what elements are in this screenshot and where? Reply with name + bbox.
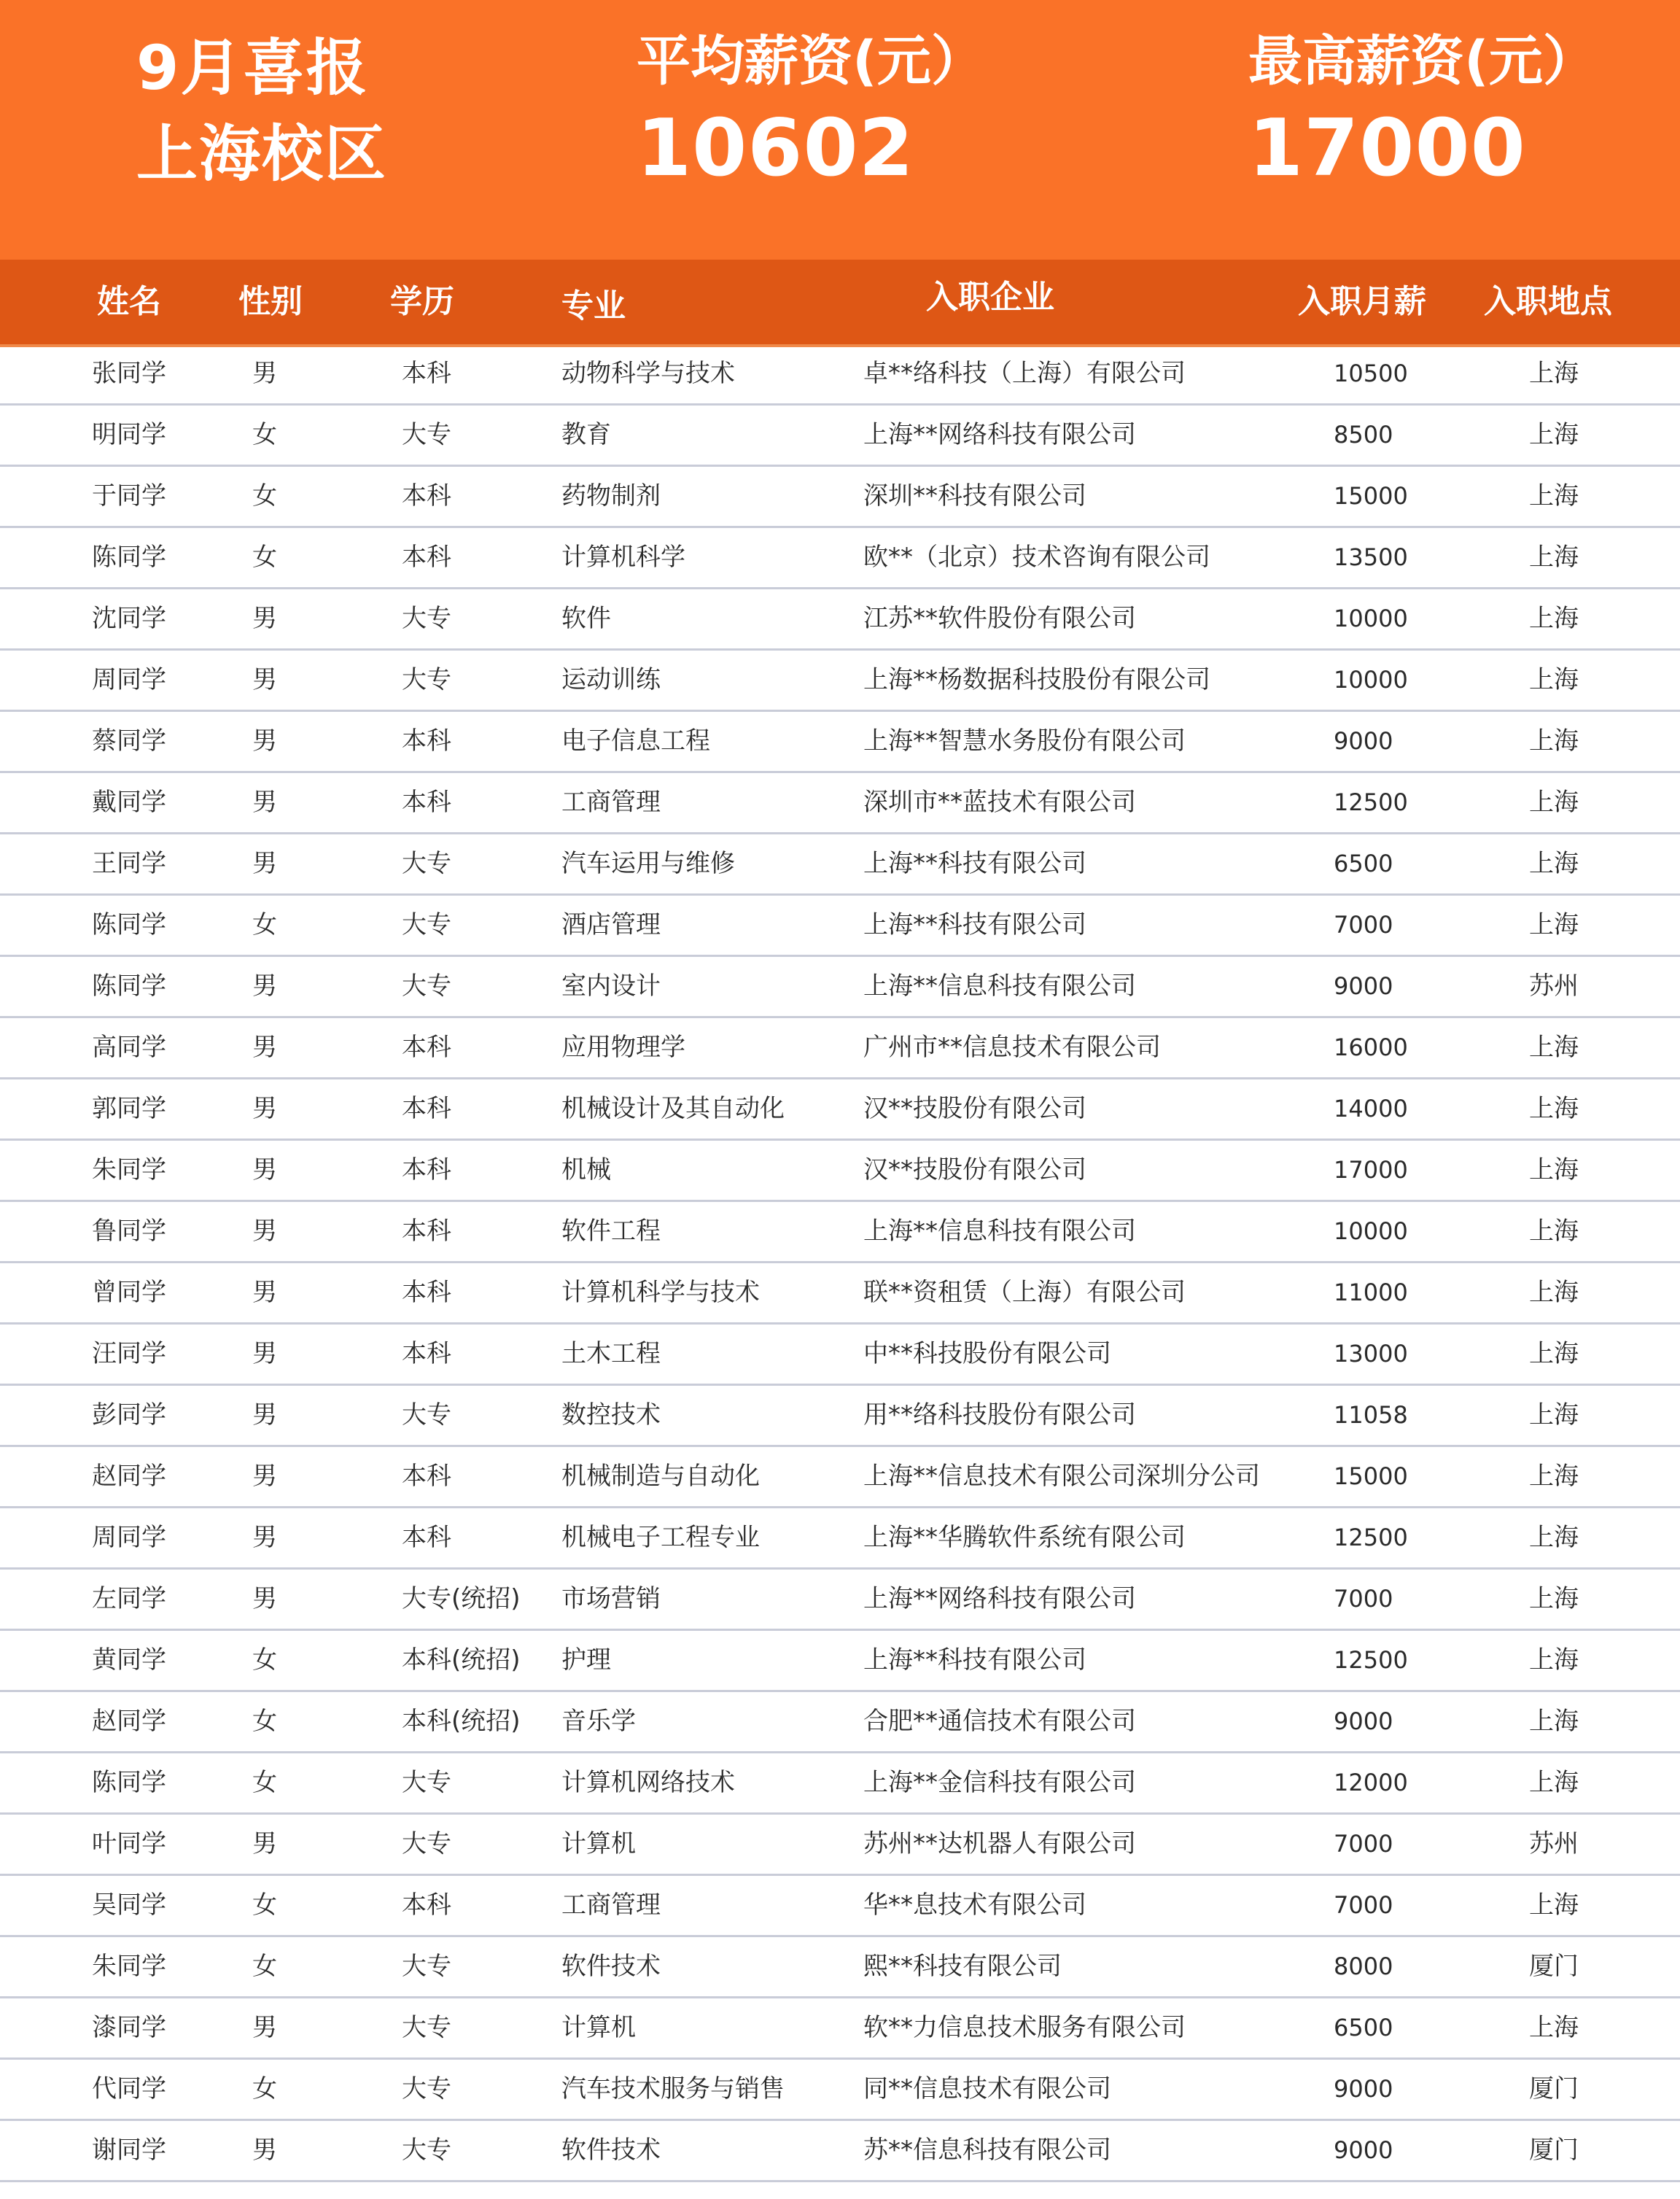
cell-name: 代同学 [92, 2074, 166, 2103]
cell-gender: 男 [252, 1033, 277, 1062]
cell-company: 上海**信息科技有限公司 [863, 971, 1136, 1001]
table-row [0, 1508, 1680, 1570]
cell-education: 本科 [402, 1033, 451, 1062]
cell-company: 合肥**通信技术有限公司 [863, 1707, 1136, 1736]
cell-name: 张同学 [92, 359, 166, 388]
cell-salary: 14000 [1334, 1095, 1408, 1122]
cell-education: 本科 [402, 1278, 451, 1307]
cell-company: 联**资租赁（上海）有限公司 [863, 1278, 1186, 1307]
cell-location: 上海 [1529, 1768, 1579, 1797]
cell-major: 护理 [561, 1645, 611, 1675]
cell-company: 华**息技术有限公司 [863, 1890, 1086, 1920]
cell-location: 厦门 [1529, 1952, 1579, 1981]
cell-major: 机械 [561, 1155, 611, 1184]
cell-education: 大专 [402, 1952, 451, 1981]
cell-location: 上海 [1529, 1033, 1579, 1062]
cell-salary: 7000 [1334, 1585, 1393, 1613]
table-row [0, 1692, 1680, 1753]
cell-education: 大专 [402, 910, 451, 939]
cell-name: 陈同学 [92, 543, 166, 572]
cell-name: 陈同学 [92, 971, 166, 1001]
column-header-name: 姓名 [97, 283, 161, 320]
cell-major: 软件技术 [561, 1952, 661, 1981]
cell-name: 王同学 [92, 849, 166, 878]
cell-company: 上海**智慧水务股份有限公司 [863, 726, 1186, 756]
cell-gender: 女 [252, 1768, 277, 1797]
cell-major: 动物科学与技术 [561, 359, 735, 388]
cell-company: 汉**技股份有限公司 [863, 1094, 1086, 1123]
page-title [136, 25, 387, 197]
cell-education: 大专 [402, 1768, 451, 1797]
cell-major: 软件 [561, 604, 611, 633]
cell-education: 大专 [402, 2013, 451, 2042]
cell-education: 本科 [402, 1462, 451, 1491]
cell-location: 上海 [1529, 543, 1579, 572]
cell-education: 本科 [402, 543, 451, 572]
cell-company: 上海**信息技术有限公司深圳分公司 [863, 1462, 1260, 1491]
cell-location: 上海 [1529, 665, 1579, 694]
cell-major: 汽车技术服务与销售 [561, 2074, 785, 2103]
cell-major: 计算机科学与技术 [561, 1278, 760, 1307]
table-row [0, 712, 1680, 773]
cell-name: 鲁同学 [92, 1217, 166, 1246]
cell-major: 室内设计 [561, 971, 661, 1001]
table-row [0, 1815, 1680, 1876]
cell-major: 应用物理学 [561, 1033, 685, 1062]
cell-major: 运动训练 [561, 665, 661, 694]
cell-location: 上海 [1529, 481, 1579, 511]
column-header-gender: 性别 [238, 283, 303, 320]
cell-location: 上海 [1529, 1584, 1579, 1613]
cell-salary: 15000 [1334, 482, 1408, 510]
column-header-major: 专业 [561, 287, 626, 325]
cell-education: 本科 [402, 481, 451, 511]
cell-education: 大专 [402, 971, 451, 1001]
cell-gender: 男 [252, 1584, 277, 1613]
cell-gender: 女 [252, 1707, 277, 1736]
cell-gender: 男 [252, 1829, 277, 1858]
cell-education: 大专(统招) [402, 1584, 521, 1613]
average-salary-label: 平均薪资(元） [637, 30, 985, 93]
cell-salary: 10000 [1334, 1217, 1408, 1245]
cell-name: 赵同学 [92, 1462, 166, 1491]
cell-salary: 12500 [1334, 1524, 1408, 1551]
cell-name: 朱同学 [92, 1155, 166, 1184]
cell-gender: 男 [252, 788, 277, 817]
cell-company: 上海**杨数据科技股份有限公司 [863, 665, 1210, 694]
cell-education: 大专 [402, 1829, 451, 1858]
table-row [0, 589, 1680, 651]
cell-location: 上海 [1529, 1094, 1579, 1123]
max-salary-stat [1248, 25, 1597, 200]
table-row [0, 1998, 1680, 2060]
cell-salary: 12000 [1334, 1769, 1408, 1796]
cell-major: 计算机科学 [561, 543, 685, 572]
cell-location: 上海 [1529, 849, 1579, 878]
table-row [0, 1753, 1680, 1815]
cell-company: 欧**（北京）技术咨询有限公司 [863, 543, 1210, 572]
table-row [0, 1937, 1680, 1998]
table-row [0, 1079, 1680, 1141]
cell-name: 漆同学 [92, 2013, 166, 2042]
cell-company: 苏**信息科技有限公司 [863, 2136, 1111, 2165]
table-row [0, 651, 1680, 712]
cell-location: 上海 [1529, 1278, 1579, 1307]
cell-salary: 10500 [1334, 360, 1408, 387]
cell-education: 本科 [402, 788, 451, 817]
header-banner [0, 0, 1680, 260]
table-row [0, 1570, 1680, 1631]
table-row [0, 344, 1680, 406]
cell-location: 上海 [1529, 1339, 1579, 1368]
cell-major: 软件技术 [561, 2136, 661, 2165]
cell-gender: 男 [252, 2013, 277, 2042]
cell-gender: 男 [252, 665, 277, 694]
cell-major: 电子信息工程 [561, 726, 710, 756]
cell-location: 上海 [1529, 788, 1579, 817]
cell-name: 汪同学 [92, 1339, 166, 1368]
cell-name: 朱同学 [92, 1952, 166, 1981]
cell-education: 本科 [402, 1890, 451, 1920]
table-header [0, 260, 1680, 347]
cell-company: 上海**华腾软件系统有限公司 [863, 1523, 1186, 1552]
cell-gender: 男 [252, 849, 277, 878]
cell-gender: 男 [252, 971, 277, 1001]
cell-salary: 12500 [1334, 1646, 1408, 1674]
table-row [0, 1631, 1680, 1692]
cell-company: 苏州**达机器人有限公司 [863, 1829, 1136, 1858]
cell-gender: 男 [252, 1400, 277, 1430]
cell-company: 中**科技股份有限公司 [863, 1339, 1111, 1368]
cell-education: 本科 [402, 359, 451, 388]
cell-location: 上海 [1529, 1890, 1579, 1920]
cell-company: 广州市**信息技术有限公司 [863, 1033, 1161, 1062]
table-row [0, 834, 1680, 896]
cell-name: 陈同学 [92, 1768, 166, 1797]
cell-gender: 男 [252, 1523, 277, 1552]
cell-name: 彭同学 [92, 1400, 166, 1430]
cell-salary: 7000 [1334, 1830, 1393, 1858]
cell-name: 周同学 [92, 1523, 166, 1552]
cell-location: 厦门 [1529, 2136, 1579, 2165]
cell-gender: 男 [252, 1094, 277, 1123]
cell-education: 大专 [402, 849, 451, 878]
cell-company: 深圳**科技有限公司 [863, 481, 1086, 511]
cell-gender: 女 [252, 1890, 277, 1920]
cell-salary: 9000 [1334, 1707, 1393, 1735]
cell-location: 上海 [1529, 1400, 1579, 1430]
cell-location: 苏州 [1529, 971, 1579, 1001]
cell-location: 上海 [1529, 1707, 1579, 1736]
table-row [0, 773, 1680, 834]
table-row [0, 2060, 1680, 2121]
cell-salary: 6500 [1334, 850, 1393, 877]
cell-location: 上海 [1529, 2013, 1579, 2042]
cell-major: 软件工程 [561, 1217, 661, 1246]
column-header-salary: 入职月薪 [1298, 283, 1426, 320]
cell-major: 计算机 [561, 2013, 636, 2042]
cell-name: 周同学 [92, 665, 166, 694]
table-row [0, 1876, 1680, 1937]
cell-salary: 12500 [1334, 788, 1408, 816]
cell-education: 大专 [402, 665, 451, 694]
table-body [0, 344, 1680, 2182]
table-row [0, 528, 1680, 589]
cell-company: 卓**络科技（上海）有限公司 [863, 359, 1186, 388]
table-row [0, 1202, 1680, 1263]
cell-gender: 女 [252, 2074, 277, 2103]
cell-company: 深圳市**蓝技术有限公司 [863, 788, 1136, 817]
cell-major: 机械制造与自动化 [561, 1462, 760, 1491]
cell-major: 机械设计及其自动化 [561, 1094, 785, 1123]
cell-salary: 15000 [1334, 1462, 1408, 1490]
cell-gender: 男 [252, 1462, 277, 1491]
title-campus: 上海校区 [136, 118, 388, 190]
table-row [0, 957, 1680, 1018]
cell-name: 陈同学 [92, 910, 166, 939]
cell-salary: 16000 [1334, 1033, 1408, 1061]
cell-name: 郭同学 [92, 1094, 166, 1123]
cell-location: 上海 [1529, 1155, 1579, 1184]
cell-major: 音乐学 [561, 1707, 636, 1736]
cell-gender: 女 [252, 420, 277, 449]
cell-company: 上海**金信科技有限公司 [863, 1768, 1136, 1797]
cell-major: 机械电子工程专业 [561, 1523, 760, 1552]
cell-gender: 女 [252, 543, 277, 572]
cell-salary: 17000 [1334, 1156, 1408, 1184]
max-salary-value: 17000 [1248, 103, 1526, 194]
cell-education: 本科 [402, 1523, 451, 1552]
cell-salary: 13000 [1334, 1340, 1408, 1368]
table-row [0, 1325, 1680, 1386]
average-salary-value: 10602 [637, 103, 914, 194]
max-salary-label: 最高薪资(元） [1248, 30, 1597, 93]
cell-education: 本科 [402, 726, 451, 756]
cell-salary: 9000 [1334, 972, 1393, 1000]
cell-location: 上海 [1529, 910, 1579, 939]
cell-education: 大专 [402, 2136, 451, 2165]
cell-gender: 男 [252, 1339, 277, 1368]
title-month: 9月喜报 [136, 32, 369, 104]
cell-name: 曾同学 [92, 1278, 166, 1307]
cell-company: 上海**网络科技有限公司 [863, 420, 1136, 449]
cell-name: 戴同学 [92, 788, 166, 817]
cell-name: 明同学 [92, 420, 166, 449]
cell-salary: 9000 [1334, 727, 1393, 755]
cell-company: 江苏**软件股份有限公司 [863, 604, 1136, 633]
cell-salary: 7000 [1334, 1891, 1393, 1919]
cell-gender: 女 [252, 1952, 277, 1981]
cell-company: 软**力信息技术服务有限公司 [863, 2013, 1186, 2042]
cell-gender: 男 [252, 359, 277, 388]
cell-gender: 男 [252, 726, 277, 756]
cell-major: 教育 [561, 420, 611, 449]
cell-major: 汽车运用与维修 [561, 849, 735, 878]
cell-gender: 男 [252, 604, 277, 633]
cell-major: 工商管理 [561, 788, 661, 817]
cell-name: 于同学 [92, 481, 166, 511]
cell-salary: 13500 [1334, 543, 1408, 571]
cell-name: 吴同学 [92, 1890, 166, 1920]
cell-gender: 男 [252, 1155, 277, 1184]
cell-major: 药物制剂 [561, 481, 661, 511]
cell-company: 上海**科技有限公司 [863, 910, 1086, 939]
cell-salary: 10000 [1334, 605, 1408, 632]
average-salary-stat [637, 25, 985, 200]
table-row [0, 896, 1680, 957]
cell-education: 本科 [402, 1094, 451, 1123]
cell-company: 同**信息技术有限公司 [863, 2074, 1111, 2103]
cell-name: 赵同学 [92, 1707, 166, 1736]
cell-education: 本科 [402, 1155, 451, 1184]
cell-gender: 女 [252, 481, 277, 511]
table-row [0, 1141, 1680, 1202]
cell-salary: 9000 [1334, 2075, 1393, 2103]
cell-name: 叶同学 [92, 1829, 166, 1858]
cell-name: 谢同学 [92, 2136, 166, 2165]
cell-location: 上海 [1529, 1645, 1579, 1675]
cell-company: 上海**网络科技有限公司 [863, 1584, 1136, 1613]
column-header-location: 入职地点 [1484, 283, 1612, 320]
cell-company: 用**络科技股份有限公司 [863, 1400, 1136, 1430]
cell-education: 本科(统招) [402, 1645, 521, 1675]
cell-major: 工商管理 [561, 1890, 661, 1920]
cell-location: 上海 [1529, 420, 1579, 449]
cell-major: 土木工程 [561, 1339, 661, 1368]
cell-location: 上海 [1529, 1217, 1579, 1246]
table-row [0, 406, 1680, 467]
cell-name: 左同学 [92, 1584, 166, 1613]
cell-gender: 男 [252, 2136, 277, 2165]
cell-gender: 男 [252, 1278, 277, 1307]
cell-salary: 8500 [1334, 421, 1393, 449]
cell-company: 上海**信息科技有限公司 [863, 1217, 1136, 1246]
cell-company: 汉**技股份有限公司 [863, 1155, 1086, 1184]
cell-location: 上海 [1529, 604, 1579, 633]
table-row [0, 1386, 1680, 1447]
table-row [0, 1263, 1680, 1325]
cell-company: 熙**科技有限公司 [863, 1952, 1062, 1981]
cell-location: 上海 [1529, 1462, 1579, 1491]
cell-gender: 女 [252, 910, 277, 939]
cell-major: 计算机网络技术 [561, 1768, 735, 1797]
cell-name: 高同学 [92, 1033, 166, 1062]
cell-gender: 男 [252, 1217, 277, 1246]
cell-education: 本科 [402, 1217, 451, 1246]
cell-salary: 7000 [1334, 911, 1393, 939]
cell-name: 蔡同学 [92, 726, 166, 756]
cell-salary: 8000 [1334, 1952, 1393, 1980]
cell-education: 本科 [402, 1339, 451, 1368]
cell-company: 上海**科技有限公司 [863, 1645, 1086, 1675]
cell-major: 数控技术 [561, 1400, 661, 1430]
cell-major: 酒店管理 [561, 910, 661, 939]
table-row [0, 1447, 1680, 1508]
cell-major: 计算机 [561, 1829, 636, 1858]
cell-salary: 11058 [1334, 1401, 1408, 1429]
cell-location: 上海 [1529, 359, 1579, 388]
cell-education: 大专 [402, 420, 451, 449]
cell-company: 上海**科技有限公司 [863, 849, 1086, 878]
table-row [0, 1018, 1680, 1079]
cell-location: 上海 [1529, 1523, 1579, 1552]
cell-major: 市场营销 [561, 1584, 661, 1613]
table-row [0, 467, 1680, 528]
cell-education: 本科(统招) [402, 1707, 521, 1736]
cell-gender: 女 [252, 1645, 277, 1675]
cell-location: 苏州 [1529, 1829, 1579, 1858]
cell-education: 大专 [402, 604, 451, 633]
cell-salary: 9000 [1334, 2136, 1393, 2164]
column-header-company: 入职企业 [926, 279, 1054, 316]
cell-education: 大专 [402, 1400, 451, 1430]
cell-name: 黄同学 [92, 1645, 166, 1675]
cell-location: 上海 [1529, 726, 1579, 756]
cell-salary: 11000 [1334, 1279, 1408, 1306]
cell-education: 大专 [402, 2074, 451, 2103]
table-row [0, 2121, 1680, 2182]
cell-name: 沈同学 [92, 604, 166, 633]
cell-location: 厦门 [1529, 2074, 1579, 2103]
column-header-education: 学历 [390, 283, 454, 320]
cell-salary: 6500 [1334, 2014, 1393, 2041]
cell-salary: 10000 [1334, 666, 1408, 694]
